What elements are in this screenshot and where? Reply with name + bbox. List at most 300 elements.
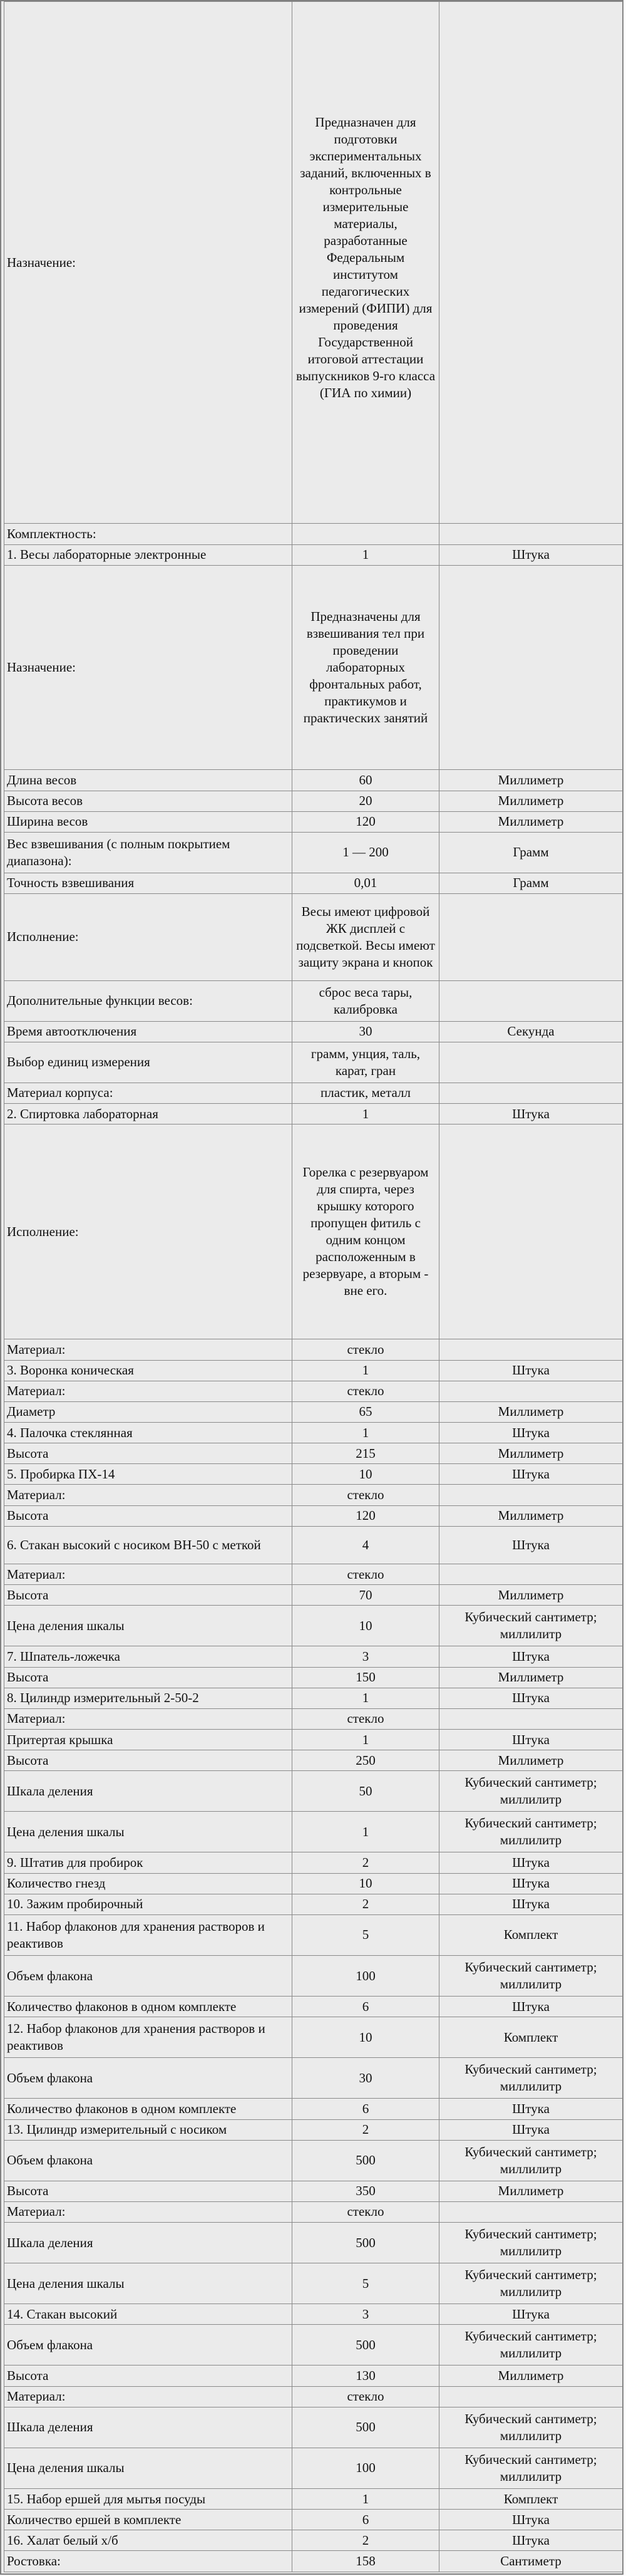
- row-value: [292, 2386, 439, 2407]
- row-value-text: 20: [359, 793, 372, 809]
- row-value-text: 1: [362, 1106, 369, 1121]
- row-unit: [439, 1852, 623, 1873]
- table-row: [4, 1750, 623, 1771]
- row-name: [4, 2140, 292, 2181]
- row-unit-text: Миллиметр: [498, 793, 564, 809]
- row-unit-text: Комплект: [503, 2029, 558, 2045]
- row-unit: [439, 2058, 623, 2099]
- row-name-text: Вес взвешивания (с полным покрытием диапазона):: [7, 836, 230, 868]
- row-value-text: Весы имеют цифровой ЖК дисплей с подсветкой. Весы имеют защиту экрана и кнопок: [296, 903, 435, 970]
- row-name-text: Назначение:: [7, 660, 76, 675]
- row-value-text: стекло: [347, 1566, 384, 1582]
- row-value-text: 500: [356, 2419, 376, 2435]
- table-row: [4, 791, 623, 811]
- row-name-text: Точность взвешивания: [7, 875, 135, 891]
- row-value-text: Горелка с резервуаром для спирта, через крышку которого пропущен фитиль с одним концом расположенным в резервуаре, а вторым - вне его.: [302, 1165, 429, 1299]
- row-name-text: Объем флакона: [7, 2153, 93, 2168]
- row-value-text: стекло: [347, 1487, 384, 1502]
- row-name: [4, 1464, 292, 1485]
- row-value: [292, 1381, 439, 1401]
- row-value: [292, 1443, 439, 1464]
- row-value-text: стекло: [347, 1711, 384, 1727]
- row-unit-text: Кубический сантиметр; миллилитр: [464, 1609, 597, 1642]
- row-unit-text: Штука: [512, 1732, 550, 1747]
- row-unit: [439, 1646, 623, 1667]
- row-unit-text: Штука: [512, 1896, 550, 1912]
- row-name-text: Диаметр: [7, 1404, 56, 1420]
- row-name-text: Назначение:: [7, 254, 76, 270]
- row-name-text: Высота: [7, 1587, 49, 1602]
- row-value-text: 1: [362, 547, 369, 563]
- row-name: [4, 2530, 292, 2551]
- row-name: [4, 1646, 292, 1667]
- row-name: [4, 2366, 292, 2386]
- row-value-text: стекло: [347, 2204, 384, 2220]
- row-unit-text: Кубический сантиметр; миллилитр: [464, 2411, 597, 2443]
- row-value-text: 3: [362, 1649, 369, 1664]
- row-unit: [439, 2263, 623, 2304]
- row-value: [292, 1564, 439, 1585]
- row-name: [4, 1564, 292, 1585]
- row-value: [292, 1124, 439, 1339]
- row-value-text: 500: [356, 2153, 376, 2168]
- row-unit: [439, 811, 623, 832]
- row-name: [4, 2488, 292, 2509]
- row-value-text: 158: [356, 2553, 376, 2569]
- row-value: [292, 1339, 439, 1360]
- row-name: [4, 2119, 292, 2140]
- row-unit: [439, 1914, 623, 1955]
- row-name-text: Высота: [7, 1752, 49, 1768]
- row-unit: [439, 544, 623, 565]
- row-name-text: Объем флакона: [7, 2070, 93, 2085]
- row-unit-text: Комплект: [503, 2491, 558, 2506]
- row-name: [4, 1381, 292, 1401]
- row-unit: [439, 1401, 623, 1422]
- row-value-text: 2: [362, 1855, 369, 1871]
- row-name-text: Материал:: [7, 1566, 66, 1582]
- table-row: [4, 1443, 623, 1464]
- table-row: [4, 2201, 623, 2222]
- row-name: [4, 1852, 292, 1873]
- row-unit: [439, 1485, 623, 1505]
- row-name-text: Ростовка:: [7, 2553, 61, 2569]
- row-name-text: Материал:: [7, 1487, 66, 1502]
- row-name-text: 8. Цилиндр измерительный 2-50-2: [7, 1690, 199, 1706]
- row-value: [292, 2140, 439, 2181]
- row-unit: [439, 1585, 623, 1606]
- row-value-text: 30: [359, 2070, 372, 2085]
- row-name: [4, 832, 292, 873]
- row-unit: [439, 1021, 623, 1042]
- table-row: [4, 894, 623, 981]
- row-unit: [439, 2119, 623, 2140]
- row-value-text: 1: [362, 1732, 369, 1747]
- row-value: [292, 524, 439, 544]
- row-value: [292, 770, 439, 791]
- row-value: [292, 1505, 439, 1526]
- row-value-text: 120: [356, 1508, 376, 1524]
- row-value: [292, 1873, 439, 1894]
- row-unit-text: Миллиметр: [498, 2368, 564, 2384]
- row-unit-text: Штука: [512, 2101, 550, 2116]
- row-name-text: 4. Палочка стеклянная: [7, 1425, 133, 1440]
- table-row: [4, 2407, 623, 2448]
- row-value-text: 65: [359, 1404, 372, 1420]
- row-unit: [439, 1339, 623, 1360]
- row-value: [292, 1360, 439, 1381]
- row-value: [292, 873, 439, 893]
- row-name: [4, 1124, 292, 1339]
- table-row: [4, 2119, 623, 2140]
- row-name: [4, 524, 292, 544]
- row-name-text: Материал:: [7, 2204, 66, 2220]
- row-name-text: Материал корпуса:: [7, 1085, 113, 1101]
- row-unit: [439, 1997, 623, 2017]
- row-name: [4, 2181, 292, 2201]
- row-value: [292, 2, 439, 524]
- table-row: [4, 980, 623, 1021]
- row-value-text: Предназначен для подготовки экспериментальных заданий, включенных в контрольные измерительные материалы, разработанные Федеральным институтом педагогических измерений (ФИПИ) для проведения Государственной итоговой аттестации выпускников 9-го класса (ГИА по химии): [295, 115, 436, 401]
- row-value-text: 215: [356, 1445, 376, 1461]
- row-name-text: Исполнение:: [7, 1223, 79, 1239]
- table-row: [4, 1124, 623, 1339]
- row-name: [4, 1667, 292, 1688]
- row-unit: [439, 2366, 623, 2386]
- row-name: [4, 1485, 292, 1505]
- row-value: [292, 894, 439, 981]
- row-name-text: 11. Набор флаконов для хранения растворов и реактивов: [7, 1918, 265, 1951]
- row-unit: [439, 1955, 623, 1996]
- row-unit: [439, 1083, 623, 1103]
- row-name: [4, 1708, 292, 1729]
- row-unit: [439, 832, 623, 873]
- row-value: [292, 544, 439, 565]
- row-unit-text: Секунда: [507, 1024, 555, 1039]
- row-unit-text: Кубический сантиметр; миллилитр: [464, 1815, 597, 1848]
- table-row: [4, 2551, 623, 2572]
- row-unit-text: Грамм: [513, 875, 549, 891]
- row-value-text: 10: [359, 2029, 372, 2045]
- row-name-text: Высота: [7, 2368, 49, 2384]
- row-value-text: 130: [356, 2368, 376, 2384]
- row-unit: [439, 873, 623, 893]
- row-name-text: Высота: [7, 1445, 49, 1461]
- row-name-text: Длина весов: [7, 772, 77, 787]
- row-value: [292, 1464, 439, 1485]
- row-unit: [439, 2386, 623, 2407]
- row-name-text: Цена деления шкалы: [7, 2275, 125, 2291]
- row-value-text: Предназначены для взвешивания тел при проведении лабораторных фронтальных работ, практикумов и практических занятий: [303, 609, 428, 726]
- row-unit-text: Штука: [512, 1649, 550, 1664]
- row-name-text: Притертая крышка: [7, 1732, 113, 1747]
- row-value: [292, 1585, 439, 1606]
- row-value-text: 250: [356, 1752, 376, 1768]
- row-value: [292, 1667, 439, 1688]
- row-unit-text: Кубический сантиметр; миллилитр: [464, 2062, 597, 2094]
- table-row: [4, 2386, 623, 2407]
- row-name-text: 5. Пробирка ПХ-14: [7, 1466, 115, 1482]
- row-value-text: пластик, металл: [321, 1085, 411, 1101]
- row-unit: [439, 1104, 623, 1124]
- row-value: [292, 1526, 439, 1564]
- row-unit-text: Миллиметр: [498, 1587, 564, 1602]
- row-name: [4, 2223, 292, 2263]
- row-value-text: 6: [362, 1998, 369, 2014]
- table-row: [4, 1894, 623, 1914]
- row-name: [4, 811, 292, 832]
- row-value-text: 1: [362, 1425, 369, 1440]
- row-unit-text: Миллиметр: [498, 1508, 564, 1524]
- row-unit: [439, 1667, 623, 1688]
- row-value-text: 3: [362, 2306, 369, 2322]
- row-name-text: 1. Весы лабораторные электронные: [7, 547, 207, 563]
- row-unit-text: Миллиметр: [498, 772, 564, 787]
- row-value-text: 5: [362, 1927, 369, 1943]
- row-name-text: Объем флакона: [7, 2337, 93, 2352]
- row-value-text: 10: [359, 1466, 372, 1482]
- row-value-text: 10: [359, 1876, 372, 1891]
- table-row: [4, 1771, 623, 1812]
- row-unit-text: Штука: [512, 1998, 550, 2014]
- row-value: [292, 1042, 439, 1083]
- row-value: [292, 1646, 439, 1667]
- row-value: [292, 1708, 439, 1729]
- row-value-text: 1 — 200: [342, 844, 389, 860]
- row-unit: [439, 2140, 623, 2181]
- row-name-text: Материал:: [7, 1383, 66, 1399]
- row-name: [4, 791, 292, 811]
- row-name: [4, 980, 292, 1021]
- row-value: [292, 2304, 439, 2325]
- row-value: [292, 1688, 439, 1708]
- row-value: [292, 1750, 439, 1771]
- table-row: [4, 1526, 623, 1564]
- row-unit: [439, 2223, 623, 2263]
- row-name: [4, 2325, 292, 2366]
- row-value: [292, 1485, 439, 1505]
- row-unit-text: Сантиметр: [500, 2553, 562, 2569]
- row-name-text: Дополнительные функции весов:: [7, 993, 193, 1009]
- row-name-text: Цена деления шкалы: [7, 2460, 125, 2476]
- row-name: [4, 1688, 292, 1708]
- row-value-text: 2: [362, 2122, 369, 2137]
- row-unit-text: Миллиметр: [498, 2183, 564, 2199]
- row-unit: [439, 2304, 623, 2325]
- table-row: [4, 1042, 623, 1083]
- row-unit: [439, 2, 623, 524]
- row-value: [292, 2366, 439, 2386]
- row-name-text: Высота весов: [7, 793, 83, 809]
- table-row: [4, 1646, 623, 1667]
- row-unit: [439, 2099, 623, 2119]
- row-unit-text: Миллиметр: [498, 1404, 564, 1420]
- table-row: [4, 2, 623, 524]
- table-row: [4, 1873, 623, 1894]
- row-value: [292, 1104, 439, 1124]
- row-value-text: 30: [359, 1024, 372, 1039]
- row-name-text: Шкала деления: [7, 1783, 93, 1799]
- row-unit: [439, 1708, 623, 1729]
- row-name-text: 15. Набор ершей для мытья посуды: [7, 2491, 206, 2506]
- table-row: [4, 1812, 623, 1852]
- row-value-text: 500: [356, 2235, 376, 2250]
- row-value-text: 0,01: [354, 875, 377, 891]
- row-unit: [439, 2510, 623, 2530]
- row-unit: [439, 1606, 623, 1646]
- row-value: [292, 1021, 439, 1042]
- row-value: [292, 1083, 439, 1103]
- row-name-text: Материал:: [7, 2389, 66, 2404]
- row-value-text: грамм, унция, таль, карат, гран: [310, 1046, 421, 1078]
- row-value: [292, 1894, 439, 1914]
- row-name-text: Количество ершей в комплекте: [7, 2511, 182, 2527]
- row-unit-text: Комплект: [503, 1927, 558, 1943]
- row-name: [4, 1104, 292, 1124]
- row-name-text: Объем флакона: [7, 1968, 93, 1983]
- table-row: [4, 770, 623, 791]
- table-row: [4, 811, 623, 832]
- row-value: [292, 2488, 439, 2509]
- row-name: [4, 1083, 292, 1103]
- table-row: [4, 2366, 623, 2386]
- row-value: [292, 2119, 439, 2140]
- row-name: [4, 2386, 292, 2407]
- table-row: [4, 1688, 623, 1708]
- row-name: [4, 2551, 292, 2572]
- table-row: [4, 2263, 623, 2304]
- row-name: [4, 770, 292, 791]
- row-name: [4, 1423, 292, 1443]
- row-unit: [439, 1771, 623, 1812]
- table-row: [4, 1914, 623, 1955]
- row-value-text: 2: [362, 2532, 369, 2548]
- row-name-text: 9. Штатив для пробирок: [7, 1855, 143, 1871]
- row-name-text: Высота: [7, 1670, 49, 1685]
- table-row: [4, 832, 623, 873]
- row-name: [4, 1526, 292, 1564]
- row-unit-text: Кубический сантиметр; миллилитр: [464, 1775, 597, 1807]
- row-name-text: 2. Спиртовка лабораторная: [7, 1106, 158, 1121]
- row-unit-text: Кубический сантиметр; миллилитр: [464, 2267, 597, 2300]
- table-row: [4, 1852, 623, 1873]
- row-name-text: Выбор единиц измерения: [7, 1054, 150, 1070]
- row-name-text: 10. Зажим пробирочный: [7, 1896, 143, 1912]
- table-row: [4, 2140, 623, 2181]
- row-value-text: 6: [362, 2511, 369, 2527]
- table-row: [4, 2181, 623, 2201]
- row-name-text: 12. Набор флаконов для хранения растворов и реактивов: [7, 2021, 265, 2054]
- row-value-text: стекло: [347, 1342, 384, 1357]
- row-unit: [439, 2181, 623, 2201]
- table-row: [4, 2488, 623, 2509]
- table-row: [4, 524, 623, 544]
- row-unit: [439, 1564, 623, 1585]
- row-unit: [439, 1124, 623, 1339]
- row-name-text: 16. Халат белый х/б: [7, 2532, 118, 2548]
- row-name: [4, 894, 292, 981]
- row-unit-text: Штука: [512, 1466, 550, 1482]
- table-row: [4, 1104, 623, 1124]
- row-name-text: Цена деления шкалы: [7, 1618, 125, 1633]
- row-unit-text: Штука: [512, 1876, 550, 1891]
- row-value-text: 500: [356, 2337, 376, 2352]
- row-value: [292, 1914, 439, 1955]
- row-value: [292, 2325, 439, 2366]
- row-name: [4, 1021, 292, 1042]
- row-value: [292, 2058, 439, 2099]
- row-unit-text: Штука: [512, 1363, 550, 1378]
- table-row: [4, 1585, 623, 1606]
- table-row: [4, 1021, 623, 1042]
- row-value-text: 120: [356, 814, 376, 829]
- row-value-text: 150: [356, 1670, 376, 1685]
- row-value: [292, 2263, 439, 2304]
- row-value: [292, 2181, 439, 2201]
- row-name-text: Высота: [7, 2183, 49, 2199]
- row-unit-text: Штука: [512, 1106, 550, 1121]
- row-unit: [439, 2448, 623, 2488]
- row-unit: [439, 2488, 623, 2509]
- row-name: [4, 1505, 292, 1526]
- row-value: [292, 832, 439, 873]
- row-value: [292, 1955, 439, 1996]
- row-name-text: Шкала деления: [7, 2235, 93, 2250]
- row-value-text: 4: [362, 1537, 369, 1552]
- row-value: [292, 1606, 439, 1646]
- row-value-text: 50: [359, 1783, 372, 1799]
- table-row: [4, 1464, 623, 1485]
- row-name: [4, 544, 292, 565]
- row-name-text: 14. Стакан высокий: [7, 2306, 118, 2322]
- table-row: [4, 1505, 623, 1526]
- row-unit: [439, 791, 623, 811]
- row-unit: [439, 1894, 623, 1914]
- row-name-text: Время автоотключения: [7, 1024, 137, 1039]
- row-value-text: 60: [359, 772, 372, 787]
- row-name: [4, 1914, 292, 1955]
- row-name: [4, 2304, 292, 2325]
- row-unit: [439, 894, 623, 981]
- row-name-text: 13. Цилиндр измерительный с носиком: [7, 2122, 227, 2137]
- table-row: [4, 1564, 623, 1585]
- row-name: [4, 1997, 292, 2017]
- row-name-text: 3. Воронка коническая: [7, 1363, 134, 1378]
- row-unit: [439, 1505, 623, 1526]
- row-name: [4, 1894, 292, 1914]
- spec-table-body: [4, 2, 623, 2572]
- row-value: [292, 791, 439, 811]
- row-unit-text: Штука: [512, 2532, 550, 2548]
- row-unit: [439, 565, 623, 770]
- table-row: [4, 1083, 623, 1103]
- row-unit: [439, 1423, 623, 1443]
- row-value-text: 100: [356, 2460, 376, 2476]
- table-row: [4, 1401, 623, 1422]
- row-name: [4, 1339, 292, 1360]
- row-unit: [439, 1750, 623, 1771]
- row-unit: [439, 770, 623, 791]
- row-name: [4, 2263, 292, 2304]
- row-name: [4, 873, 292, 893]
- row-unit: [439, 2551, 623, 2572]
- table-row: [4, 1339, 623, 1360]
- row-name: [4, 1443, 292, 1464]
- row-unit: [439, 2407, 623, 2448]
- row-value: [292, 2017, 439, 2058]
- row-name: [4, 1750, 292, 1771]
- row-value-text: сброс веса тары, калибровка: [319, 984, 413, 1017]
